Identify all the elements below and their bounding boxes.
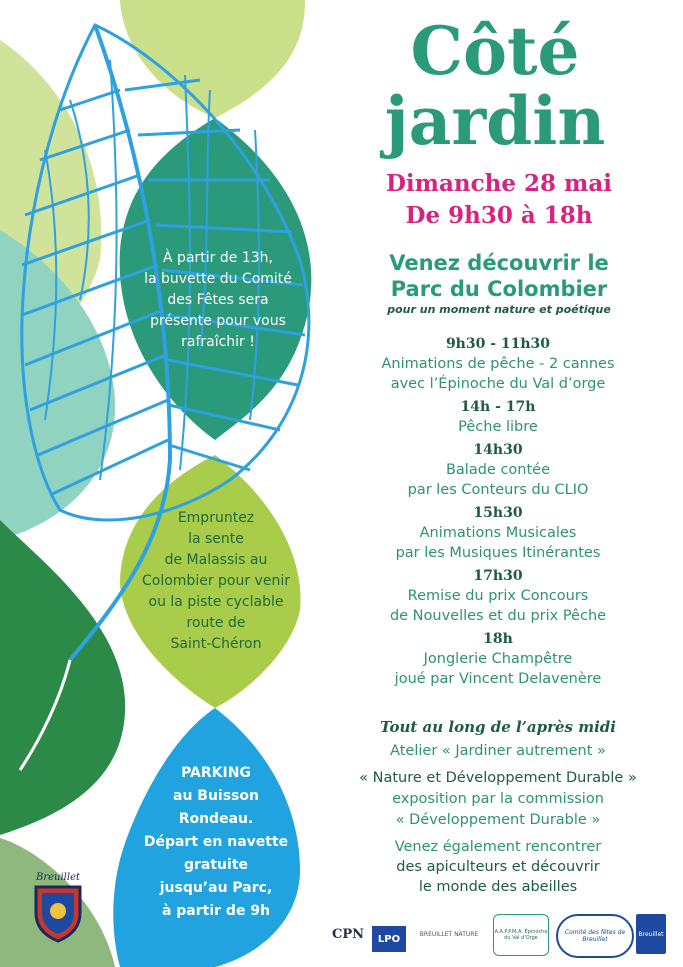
logo-cpn [328,914,368,954]
bees-text-1: Venez également rencontrer [394,839,602,855]
schedule-text: avec l’Épinoche du Val d’orge [390,376,606,392]
buvette-line: la buvette du Comité [144,271,292,287]
title-line1: Côté [410,12,580,90]
sente-line: ou la piste cyclable [148,594,284,610]
expo-text: exposition par la commission [392,791,604,807]
sente-line: Saint-Chéron [170,636,262,652]
mint-leaf [0,230,115,540]
schedule-text: Balade contée [445,462,551,478]
schedule-time: 9h30 - 11h30 [445,336,551,352]
schedule-time: 18h [483,631,513,647]
intro-line2: Parc du Colombier [390,277,608,301]
buvette-line: présente pour vous [150,313,286,329]
schedule-item [330,629,666,689]
parking-line: jusqu’au Parc, [159,880,273,896]
schedule-text: par les Musiques Itinérantes [395,545,601,561]
parking-line: au Buisson [173,788,259,804]
buvette-line: À partir de 13h, [163,250,273,266]
schedule-text: par les Conteurs du CLIO [407,482,589,498]
sente-line: Colombier pour venir [142,573,290,589]
breuillet-crest [28,872,88,946]
schedule-text: Animations de pêche - 2 cannes [381,356,615,372]
schedule-text: Pêche libre [458,419,538,435]
schedule-text: Jonglerie Champêtre [423,651,573,667]
event-hours: De 9h30 à 18h [405,202,593,229]
schedule-text: Remise du prix Concours [407,588,589,604]
schedule-text: Animations Musicales [419,525,577,541]
schedule-time: 15h30 [473,505,523,521]
logo-breuillet-nature [418,914,480,954]
logo-lpo [372,926,406,952]
logo-label: LPO [377,933,401,945]
crest-label: Breuillet [35,872,81,883]
schedule-item [330,334,666,394]
logo-label: BREUILLET NATURE [419,930,479,938]
schedule-time: 14h - 17h [460,399,536,415]
buvette-line: rafraîchir ! [181,334,255,350]
schedule-item [330,503,666,563]
sente-line: route de [186,615,246,631]
atelier-text: Atelier « Jardiner autrement » [390,743,606,759]
dark-green-leaf [0,520,125,835]
schedule-time: 17h30 [473,568,523,584]
top-light-leaf [120,0,305,118]
schedule-item [330,566,666,626]
schedule-item [330,397,666,437]
sente-text [116,508,316,655]
bees-text-3: le monde des abeilles [418,879,578,895]
parking-line: gratuite [183,857,249,873]
sente-line: la sente [188,531,244,547]
logo-aappma [493,914,549,956]
bees-text-2: des apiculteurs et découvrir [396,859,600,875]
logo-breuillet [636,914,666,954]
logo-label: A.A.P.P.M.A. Épinoche du Val d'Orge [494,929,548,941]
sente-line: de Malassis au [164,552,268,568]
sente-line: Empruntez [177,510,255,526]
expo-title: « Nature et Développement Durable » [359,770,637,786]
shield-icon [28,883,88,943]
parking-text [116,762,316,923]
title-line2: jardin [384,82,606,160]
event-day: Dimanche 28 mai [385,170,612,197]
schedule-time: 14h30 [473,442,523,458]
buvette-line: des Fêtes sera [167,292,269,308]
intro-line1: Venez découvrir le [389,251,609,275]
parking-line: Rondeau. [178,811,254,827]
logo-label: Comité des fêtes de Breuillet [564,929,626,943]
schedule-text: joué par Vincent Delavenère [394,671,602,687]
parking-line: à partir de 9h [161,903,271,919]
schedule-text: de Nouvelles et du prix Pêche [389,608,607,624]
intro-line3: pour un moment nature et poétique [387,303,611,316]
expo-commission: « Développement Durable » [395,812,601,828]
logo-label: CPN [331,926,364,942]
afternoon-heading: Tout au long de l’après midi [380,718,616,736]
parking-line: Départ en navette [143,834,289,850]
schedule [330,334,666,689]
schedule-item [330,440,666,500]
parking-line: PARKING [181,765,251,781]
logo-label: Breuillet [638,930,664,938]
logo-comite-des-fetes [556,914,634,958]
buvette-text [118,248,318,353]
afternoon-section [330,716,666,897]
